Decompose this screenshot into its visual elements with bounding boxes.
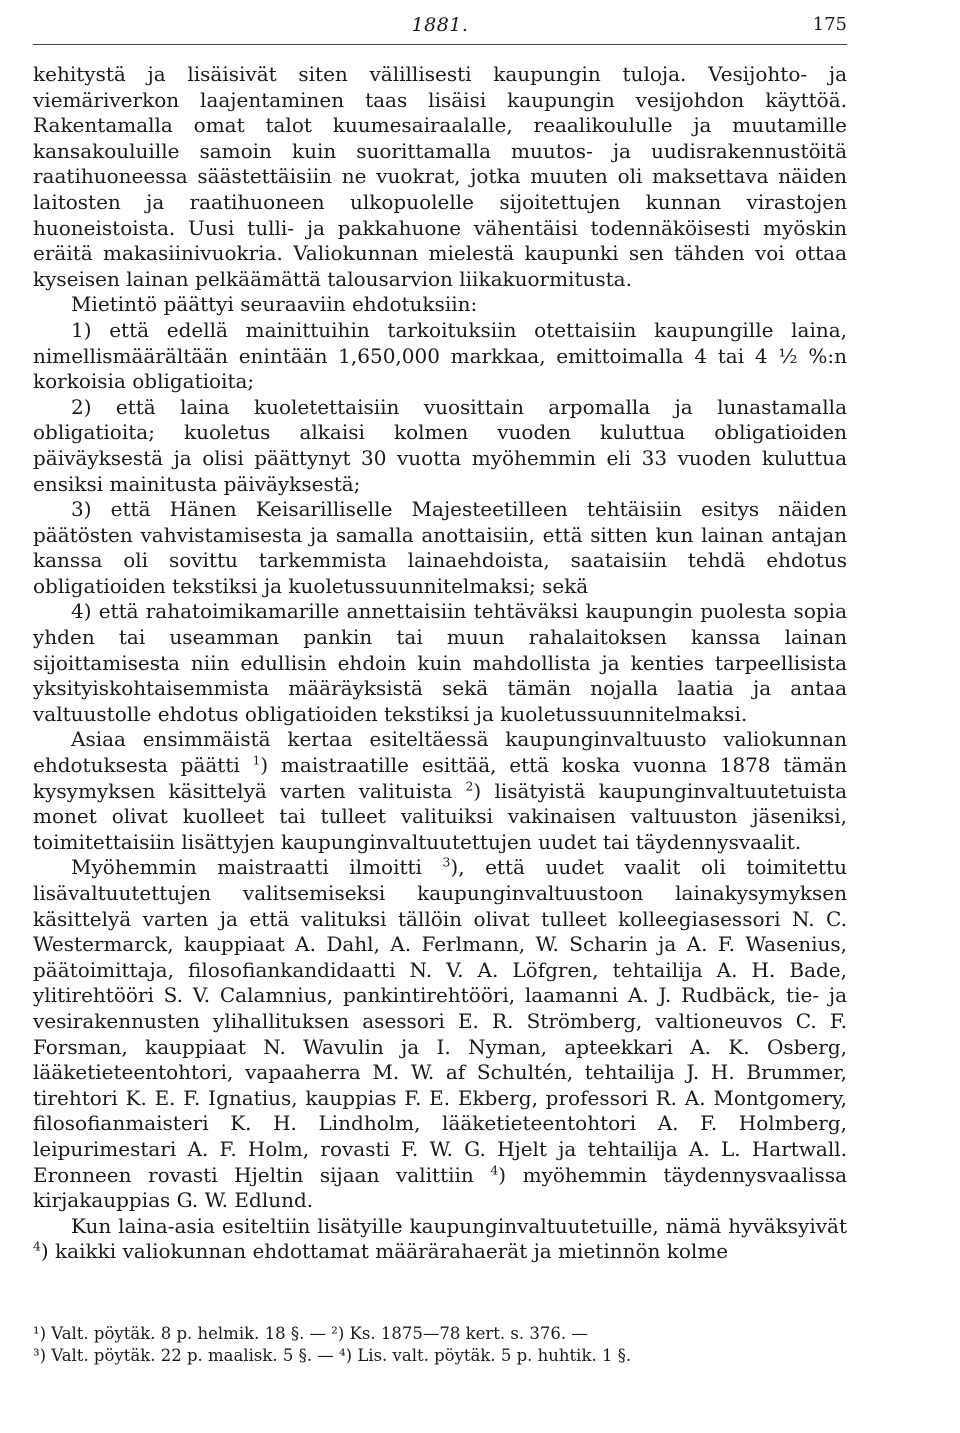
paragraph-1: kehitystä ja lisäisivät siten välillisesti kaupungin tuloja. Vesijohto- ja viemäriverkon laajentaminen taas lisäisi kaupungin vesijohdon käyttöä. Rakentamalla omat talot kuumesairaalalle, reaalikoululle ja muutamille kansakouluille samoin kuin suorittamalla muutos- ja uudisrakennustöitä raatihuoneessa säästettäisiin ne vuokrat, jotka muuten oli maksettava näiden laitosten ja raatihuoneen ulkopuolelle sijoitettujen kunnan virastojen huoneistoista. Uusi tulli- ja pakkahuone vähentäisi todennäköisesti myöskin eräitä makasiinivuokria. Valiokunnan mielestä kaupunki sen tähden voi ottaa kyseisen lainan pelkäämättä talousarvion liikakuormitusta. xyxy=(33,62,847,291)
footnote-ref: 3 xyxy=(442,854,451,870)
text-segment: Asiaa ensimmäistä kertaa esiteltäessä kaupunginvaltuusto valiokunnan ehdotuksesta päätti xyxy=(33,727,847,778)
proposal-3: 3) että Hänen Keisarilliselle Majesteetilleen tehtäisiin esitys näiden päätösten vahvistamisesta ja samalla anottaisiin, että sitten kun lainan antajan kanssa oli sovittu tarkemmista lainaehdoista, saataisiin tehdä ehdotus obligatioiden tekstiksi ja kuoletussuunnitelmaksi; sekä xyxy=(33,497,847,598)
text-segment: ) myöhemmin täydennysvaalissa kirjakauppias G. W. Edlund. xyxy=(33,1162,848,1213)
page-header xyxy=(33,14,847,44)
footnote-ref: 2 xyxy=(465,777,474,793)
footnotes xyxy=(33,1323,847,1367)
footnote-line-1: ¹) Valt. pöytäk. 8 p. helmik. 18 §. — ²) Ks. 1875—78 kert. s. 376. — xyxy=(33,1324,588,1343)
paragraph-2: Mietintö päättyi seuraaviin ehdotuksiin: xyxy=(71,292,478,317)
paragraph-council-decision xyxy=(33,727,847,855)
paragraph-elections xyxy=(33,855,847,1213)
proposal-2: 2) että laina kuoletettaisiin vuosittain arpomalla ja lunastamalla obligatioita; kuoletus alkaisi kolmen vuoden kuluttua obligatioiden päiväyksestä ja olisi päättynyt 30 vuotta myöhemmin eli 33 vuoden kuluttua ensiksi mainitusta päiväyksestä; xyxy=(33,394,847,496)
text-segment: ) maistraatille esittää, että koska vuonna 1878 tämän kysymyksen käsittelyä varten valituista xyxy=(33,753,847,803)
header-rule xyxy=(33,44,847,45)
footnote-ref: 4 xyxy=(490,1161,499,1177)
text-segment: ) kaikki valiokunnan ehdottamat määrärahaerät ja mietinnön kolme xyxy=(40,1239,729,1264)
text-segment: ), että uudet vaalit oli toimitettu lisävaltuutettujen valitsemiseksi kaupunginvaltuustoon lainakysymyksen käsittelyä varten ja että valituksi tällöin olivat tulleet kolleegiasessori N. C. Westermarck, kauppiaat A. Dahl, A. Ferlmann, W. Scharin ja A. F. Wasenius, päätoimittaja, filosofiankandidaatti N. V. A. Löfgren, tehtailija A. H. Bade, ylitirehtööri S. V. Calamnius, pankintirehtööri, laamanni A. J. Rudbäck, tie- ja vesirakennusten ylihallituksen asessori E. R. Strömberg, valtioneuvos C. F. Forsman, kauppiaat N. Wavulin ja I. Nyman, apteekkari A. K. Osberg, lääketieteentohtori, vapaaherra M. W. af Schultén, tehtailija J. H. Brummer, tirehtori K. E. F. Ignatius, kauppias F. E. Ekberg, professori R. A. Montgomery, filosofianmaisteri K. H. Lindholm, lääketieteentohtori A. F. Holmberg, leipurimestari A. F. Holm, rovasti F. W. G. Hjelt ja tehtailija A. L. Hartwall. Eronneen rovasti Hjeltin sijaan valittiin xyxy=(33,855,847,1187)
running-head-year: 1881. xyxy=(411,14,469,36)
body-text xyxy=(33,62,847,1265)
footnote-ref: 1 xyxy=(252,752,261,768)
text-segment: Myöhemmin maistraatti ilmoitti xyxy=(71,855,422,880)
text-segment: Kun laina-asia esiteltiin lisätyille kaupunginvaltuutetuille, nämä hyväksyivät xyxy=(71,1213,847,1238)
proposal-4: 4) että rahatoimikamarille annettaisiin tehtäväksi kaupungin puolesta sopia yhden tai useamman pankin tai muun rahalaitoksen kanssa lainan sijoittamisesta niin edullisin ehdoin kuin mahdollista ja kenties tarpeellisista yksityiskohtaisemmista määräyksistä sekä tämän nojalla laatia ja antaa valtuustolle ehdotus obligatioiden tekstiksi ja kuoletussuunnitelmaksi. xyxy=(33,599,847,726)
footnote-ref: 4 xyxy=(33,1238,41,1254)
paragraph-approval xyxy=(33,1214,847,1265)
text-segment: ) lisätyistä kaupunginvaltuutetuista monet olivat kuolleet tai tulleet valituiksi vakinaisen valtuuston jäseniksi, toimitettaisiin lisättyjen kaupunginvaltuutettujen uudet tai täydennysvaalit. xyxy=(33,778,847,854)
footnote-line-2: ³) Valt. pöytäk. 22 p. maalisk. 5 §. — ⁴) Lis. valt. pöytäk. 5 p. huhtik. 1 §. xyxy=(33,1346,632,1365)
proposal-1: 1) että edellä mainittuihin tarkoituksiin otettaisiin kaupungille laina, nimellismäärältään enintään 1,650,000 markkaa, emittoimalla 4 tai 4 ½ %:n korkoisia obligatioita; xyxy=(33,317,847,394)
page-number: 175 xyxy=(812,14,847,35)
